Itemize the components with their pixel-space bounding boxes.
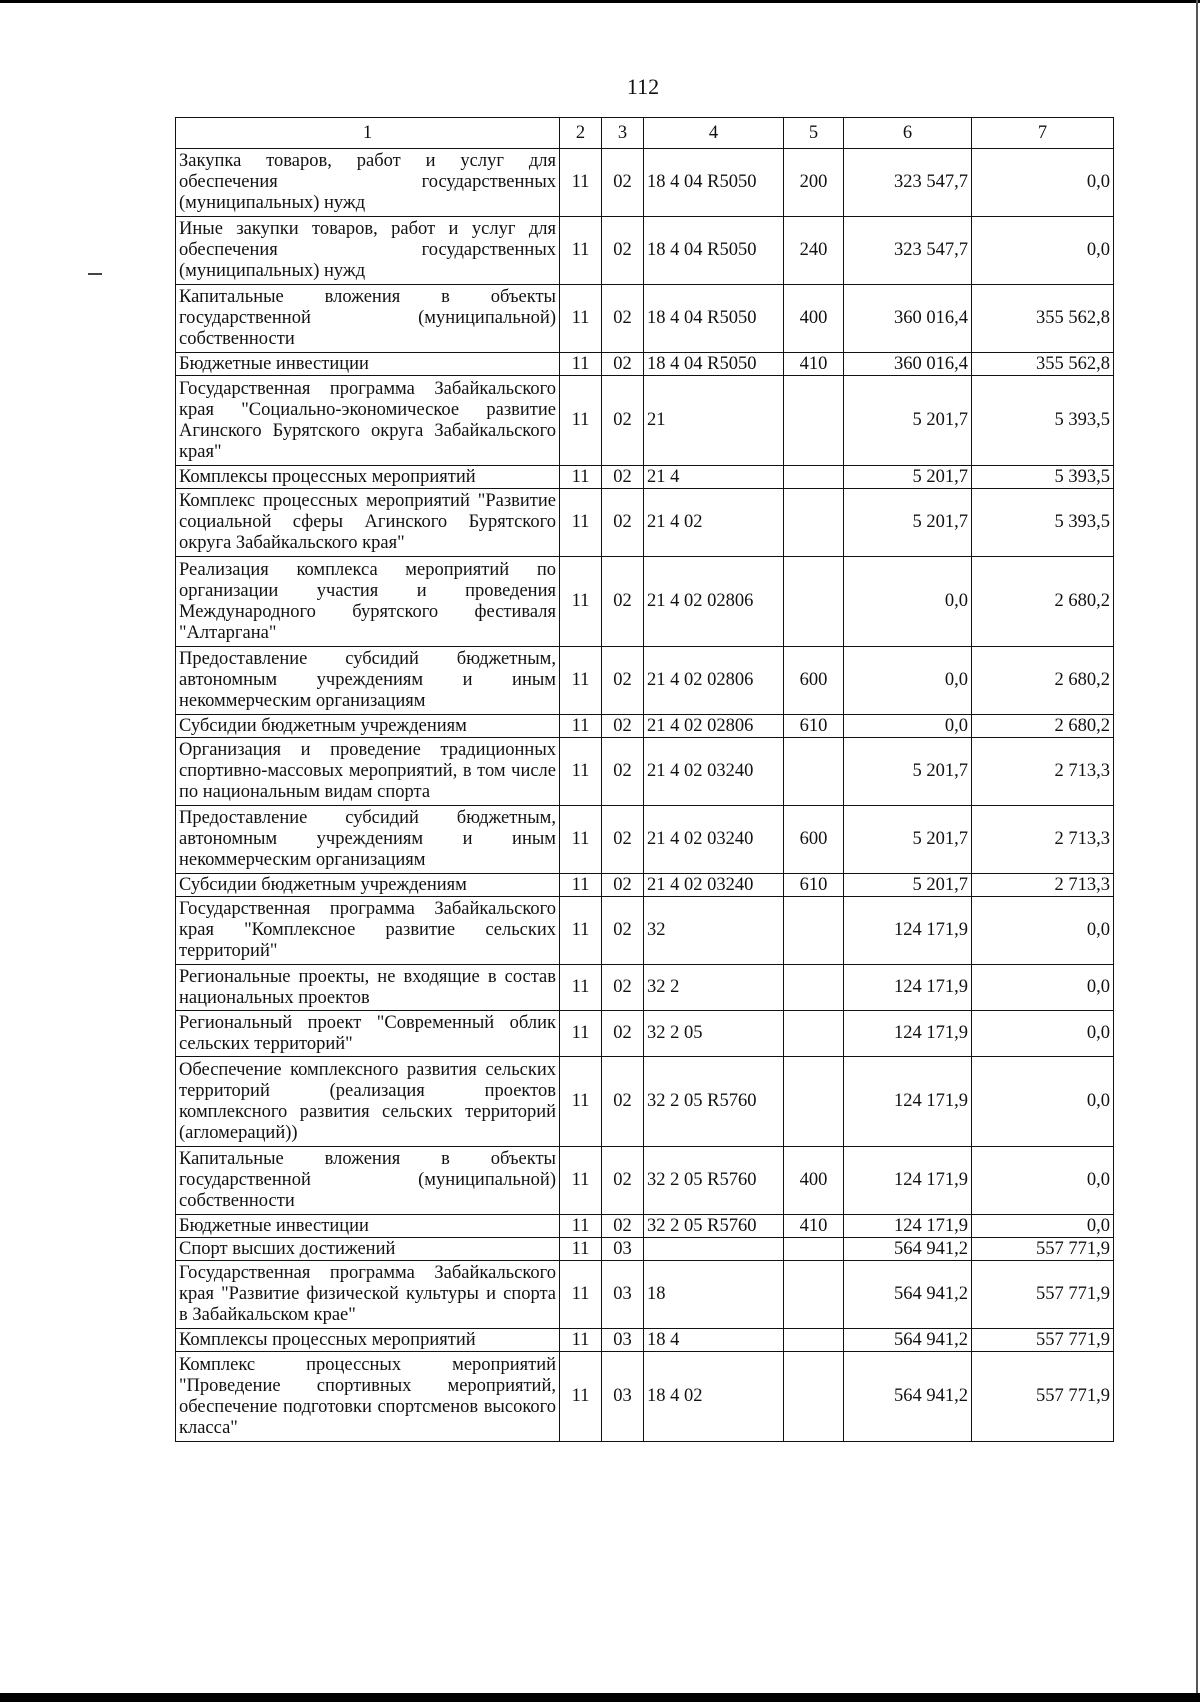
row-subsection-cell: 02 <box>602 1057 644 1147</box>
row-amount-year2-cell: 557 771,9 <box>972 1238 1114 1261</box>
header-col-3: 3 <box>602 118 644 149</box>
row-amount-year2-cell: 2 680,2 <box>972 715 1114 738</box>
row-amount-year2-cell: 355 562,8 <box>972 285 1114 353</box>
row-amount-year1-cell: 5 201,7 <box>844 489 972 557</box>
row-target-article-cell: 21 4 02 02806 <box>644 647 784 715</box>
row-target-article-cell: 18 4 04 R5050 <box>644 353 784 376</box>
row-section-cell: 11 <box>560 376 602 466</box>
row-name-cell: Комплексы процессных мероприятий <box>176 1329 560 1352</box>
row-amount-year2-cell: 5 393,5 <box>972 489 1114 557</box>
row-section-cell: 11 <box>560 285 602 353</box>
row-section-cell: 11 <box>560 1238 602 1261</box>
row-target-article-cell: 32 2 <box>644 965 784 1011</box>
row-expense-type-cell <box>784 1238 844 1261</box>
row-amount-year1-cell: 323 547,7 <box>844 149 972 217</box>
row-subsection-cell: 02 <box>602 647 644 715</box>
row-name-cell: Государственная программа Забайкальского края "Развитие физической культуры и спорта в Забайкальском крае" <box>176 1261 560 1329</box>
row-name-cell: Комплексы процессных мероприятий <box>176 466 560 489</box>
header-col-5: 5 <box>784 118 844 149</box>
table-row <box>176 217 1114 285</box>
row-amount-year2-cell: 2 713,3 <box>972 738 1114 806</box>
table-row <box>176 489 1114 557</box>
row-amount-year1-cell: 323 547,7 <box>844 217 972 285</box>
table-row <box>176 1057 1114 1147</box>
row-target-article-cell: 21 4 02 03240 <box>644 738 784 806</box>
row-amount-year1-cell: 0,0 <box>844 647 972 715</box>
row-amount-year2-cell: 557 771,9 <box>972 1352 1114 1442</box>
row-expense-type-cell <box>784 557 844 647</box>
row-amount-year1-cell: 0,0 <box>844 557 972 647</box>
row-name-cell: Субсидии бюджетным учреждениям <box>176 874 560 897</box>
table-row <box>176 376 1114 466</box>
table-row <box>176 1011 1114 1057</box>
row-target-article-cell: 32 2 05 <box>644 1011 784 1057</box>
row-section-cell: 11 <box>560 897 602 965</box>
row-name-cell: Бюджетные инвестиции <box>176 353 560 376</box>
scan-border-bottom <box>0 1693 1200 1702</box>
row-target-article-cell: 18 4 04 R5050 <box>644 217 784 285</box>
table-row <box>176 874 1114 897</box>
row-target-article-cell: 18 4 <box>644 1329 784 1352</box>
row-expense-type-cell <box>784 738 844 806</box>
header-col-4: 4 <box>644 118 784 149</box>
row-subsection-cell: 02 <box>602 1147 644 1215</box>
row-subsection-cell: 02 <box>602 965 644 1011</box>
row-amount-year1-cell: 5 201,7 <box>844 738 972 806</box>
table-row <box>176 1147 1114 1215</box>
row-subsection-cell: 02 <box>602 466 644 489</box>
row-amount-year1-cell: 124 171,9 <box>844 1147 972 1215</box>
row-target-article-cell: 32 2 05 R5760 <box>644 1147 784 1215</box>
row-amount-year1-cell: 5 201,7 <box>844 376 972 466</box>
row-section-cell: 11 <box>560 1261 602 1329</box>
row-subsection-cell: 02 <box>602 149 644 217</box>
row-amount-year1-cell: 124 171,9 <box>844 897 972 965</box>
row-name-cell: Спорт высших достижений <box>176 1238 560 1261</box>
page-number: 112 <box>626 74 660 99</box>
header-col-2: 2 <box>560 118 602 149</box>
row-name-cell: Организация и проведение традиционных спортивно-массовых мероприятий, в том числе по национальным видам спорта <box>176 738 560 806</box>
row-amount-year2-cell: 2 713,3 <box>972 874 1114 897</box>
row-target-article-cell: 18 4 02 <box>644 1352 784 1442</box>
row-target-article-cell: 21 4 02 02806 <box>644 715 784 738</box>
row-subsection-cell: 02 <box>602 897 644 965</box>
row-expense-type-cell: 600 <box>784 806 844 874</box>
row-section-cell: 11 <box>560 647 602 715</box>
row-subsection-cell: 02 <box>602 1215 644 1238</box>
row-amount-year1-cell: 564 941,2 <box>844 1261 972 1329</box>
row-name-cell: Комплекс процессных мероприятий "Развитие социальной сферы Агинского Бурятского округа Забайкальского края" <box>176 489 560 557</box>
row-subsection-cell: 03 <box>602 1238 644 1261</box>
row-section-cell: 11 <box>560 1215 602 1238</box>
row-target-article-cell: 18 <box>644 1261 784 1329</box>
row-target-article-cell: 21 4 02 02806 <box>644 557 784 647</box>
row-expense-type-cell <box>784 1329 844 1352</box>
row-expense-type-cell <box>784 489 844 557</box>
row-section-cell: 11 <box>560 1352 602 1442</box>
row-amount-year1-cell: 564 941,2 <box>844 1352 972 1442</box>
row-subsection-cell: 02 <box>602 715 644 738</box>
row-section-cell: 11 <box>560 874 602 897</box>
row-section-cell: 11 <box>560 217 602 285</box>
row-expense-type-cell: 410 <box>784 353 844 376</box>
row-section-cell: 11 <box>560 965 602 1011</box>
row-amount-year1-cell: 124 171,9 <box>844 1057 972 1147</box>
row-name-cell: Предоставление субсидий бюджетным, автономным учреждениям и иным некоммерческим организациям <box>176 647 560 715</box>
table-row <box>176 353 1114 376</box>
table-row <box>176 897 1114 965</box>
row-name-cell: Комплекс процессных мероприятий "Проведение спортивных мероприятий, обеспечение подготовки спортсменов высокого класса" <box>176 1352 560 1442</box>
row-name-cell: Региональные проекты, не входящие в состав национальных проектов <box>176 965 560 1011</box>
row-section-cell: 11 <box>560 1147 602 1215</box>
header-col-1: 1 <box>176 118 560 149</box>
row-expense-type-cell <box>784 1057 844 1147</box>
table-row <box>176 1261 1114 1329</box>
row-expense-type-cell <box>784 965 844 1011</box>
row-name-cell: Капитальные вложения в объекты государственной (муниципальной) собственности <box>176 1147 560 1215</box>
table-row <box>176 738 1114 806</box>
scan-border-top <box>0 0 1200 3</box>
header-col-6: 6 <box>844 118 972 149</box>
table-row <box>176 1215 1114 1238</box>
row-subsection-cell: 03 <box>602 1352 644 1442</box>
row-subsection-cell: 02 <box>602 1011 644 1057</box>
row-target-article-cell: 21 4 02 03240 <box>644 806 784 874</box>
row-target-article-cell <box>644 1238 784 1261</box>
table-header-row <box>176 118 1114 149</box>
table-row <box>176 149 1114 217</box>
row-expense-type-cell <box>784 1011 844 1057</box>
row-name-cell: Бюджетные инвестиции <box>176 1215 560 1238</box>
table-row <box>176 647 1114 715</box>
row-amount-year2-cell: 2 713,3 <box>972 806 1114 874</box>
row-name-cell: Реализация комплекса мероприятий по организации участия и проведения Международного бурятского фестиваля "Алтаргана" <box>176 557 560 647</box>
row-amount-year2-cell: 0,0 <box>972 1215 1114 1238</box>
row-amount-year2-cell: 557 771,9 <box>972 1329 1114 1352</box>
scan-mark <box>88 273 102 275</box>
row-subsection-cell: 02 <box>602 376 644 466</box>
row-amount-year2-cell: 355 562,8 <box>972 353 1114 376</box>
row-target-article-cell: 21 4 <box>644 466 784 489</box>
row-target-article-cell: 32 2 05 R5760 <box>644 1215 784 1238</box>
row-target-article-cell: 21 4 02 <box>644 489 784 557</box>
row-amount-year2-cell: 0,0 <box>972 1057 1114 1147</box>
row-section-cell: 11 <box>560 1329 602 1352</box>
row-target-article-cell: 32 <box>644 897 784 965</box>
row-subsection-cell: 03 <box>602 1329 644 1352</box>
table-row <box>176 285 1114 353</box>
row-expense-type-cell: 610 <box>784 874 844 897</box>
row-amount-year2-cell: 2 680,2 <box>972 647 1114 715</box>
row-name-cell: Субсидии бюджетным учреждениям <box>176 715 560 738</box>
row-expense-type-cell: 600 <box>784 647 844 715</box>
table-row <box>176 557 1114 647</box>
row-name-cell: Региональный проект "Современный облик сельских территорий" <box>176 1011 560 1057</box>
row-name-cell: Государственная программа Забайкальского края "Социально-экономическое развитие Агинского Бурятского округа Забайкальского края" <box>176 376 560 466</box>
row-amount-year1-cell: 124 171,9 <box>844 1011 972 1057</box>
row-expense-type-cell <box>784 466 844 489</box>
row-subsection-cell: 02 <box>602 489 644 557</box>
row-amount-year1-cell: 360 016,4 <box>844 285 972 353</box>
row-expense-type-cell <box>784 897 844 965</box>
row-target-article-cell: 18 4 04 R5050 <box>644 285 784 353</box>
table-row <box>176 1352 1114 1442</box>
row-name-cell: Обеспечение комплексного развития сельских территорий (реализация проектов комплексного развития сельских территорий (агломераций)) <box>176 1057 560 1147</box>
table-row <box>176 1329 1114 1352</box>
row-name-cell: Государственная программа Забайкальского края "Комплексное развитие сельских территорий" <box>176 897 560 965</box>
row-expense-type-cell <box>784 376 844 466</box>
row-amount-year1-cell: 5 201,7 <box>844 806 972 874</box>
row-expense-type-cell: 610 <box>784 715 844 738</box>
row-amount-year2-cell: 5 393,5 <box>972 466 1114 489</box>
row-amount-year2-cell: 0,0 <box>972 217 1114 285</box>
row-amount-year1-cell: 5 201,7 <box>844 466 972 489</box>
row-section-cell: 11 <box>560 715 602 738</box>
budget-table <box>175 117 1114 1442</box>
row-amount-year2-cell: 0,0 <box>972 897 1114 965</box>
row-amount-year2-cell: 557 771,9 <box>972 1261 1114 1329</box>
row-amount-year2-cell: 2 680,2 <box>972 557 1114 647</box>
header-col-7: 7 <box>972 118 1114 149</box>
row-target-article-cell: 18 4 04 R5050 <box>644 149 784 217</box>
row-section-cell: 11 <box>560 557 602 647</box>
row-subsection-cell: 02 <box>602 557 644 647</box>
row-subsection-cell: 02 <box>602 806 644 874</box>
row-expense-type-cell <box>784 1261 844 1329</box>
row-subsection-cell: 02 <box>602 738 644 806</box>
row-amount-year2-cell: 0,0 <box>972 965 1114 1011</box>
row-expense-type-cell: 410 <box>784 1215 844 1238</box>
scan-border-right <box>1196 0 1198 1702</box>
row-amount-year2-cell: 0,0 <box>972 1147 1114 1215</box>
row-expense-type-cell: 400 <box>784 1147 844 1215</box>
row-section-cell: 11 <box>560 149 602 217</box>
row-target-article-cell: 21 <box>644 376 784 466</box>
table-row <box>176 806 1114 874</box>
row-amount-year2-cell: 5 393,5 <box>972 376 1114 466</box>
row-name-cell: Предоставление субсидий бюджетным, автономным учреждениям и иным некоммерческим организациям <box>176 806 560 874</box>
row-subsection-cell: 03 <box>602 1261 644 1329</box>
row-section-cell: 11 <box>560 1011 602 1057</box>
row-section-cell: 11 <box>560 489 602 557</box>
row-amount-year1-cell: 124 171,9 <box>844 1215 972 1238</box>
table-row <box>176 466 1114 489</box>
row-amount-year1-cell: 0,0 <box>844 715 972 738</box>
row-section-cell: 11 <box>560 1057 602 1147</box>
row-name-cell: Капитальные вложения в объекты государственной (муниципальной) собственности <box>176 285 560 353</box>
row-subsection-cell: 02 <box>602 353 644 376</box>
row-expense-type-cell: 240 <box>784 217 844 285</box>
row-amount-year1-cell: 124 171,9 <box>844 965 972 1011</box>
row-amount-year1-cell: 5 201,7 <box>844 874 972 897</box>
row-section-cell: 11 <box>560 466 602 489</box>
row-name-cell: Иные закупки товаров, работ и услуг для обеспечения государственных (муниципальных) нужд <box>176 217 560 285</box>
row-amount-year1-cell: 360 016,4 <box>844 353 972 376</box>
row-subsection-cell: 02 <box>602 874 644 897</box>
row-amount-year2-cell: 0,0 <box>972 1011 1114 1057</box>
row-expense-type-cell: 400 <box>784 285 844 353</box>
row-amount-year2-cell: 0,0 <box>972 149 1114 217</box>
row-expense-type-cell <box>784 1352 844 1442</box>
row-target-article-cell: 32 2 05 R5760 <box>644 1057 784 1147</box>
row-section-cell: 11 <box>560 738 602 806</box>
row-amount-year1-cell: 564 941,2 <box>844 1238 972 1261</box>
row-expense-type-cell: 200 <box>784 149 844 217</box>
table-row <box>176 1238 1114 1261</box>
row-name-cell: Закупка товаров, работ и услуг для обеспечения государственных (муниципальных) нужд <box>176 149 560 217</box>
row-subsection-cell: 02 <box>602 217 644 285</box>
row-amount-year1-cell: 564 941,2 <box>844 1329 972 1352</box>
table-row <box>176 965 1114 1011</box>
row-target-article-cell: 21 4 02 03240 <box>644 874 784 897</box>
row-subsection-cell: 02 <box>602 285 644 353</box>
table-row <box>176 715 1114 738</box>
row-section-cell: 11 <box>560 806 602 874</box>
row-section-cell: 11 <box>560 353 602 376</box>
